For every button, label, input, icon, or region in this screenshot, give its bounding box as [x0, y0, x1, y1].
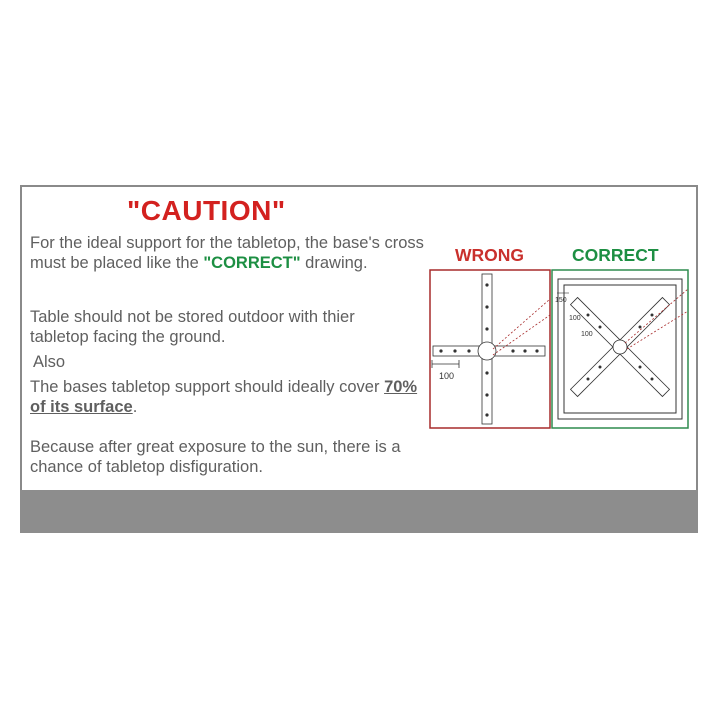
footer-band [20, 490, 698, 533]
wrong-diagram [429, 269, 551, 429]
wrong-cross [433, 274, 545, 424]
coverage-emphasis: 70% of its surface [30, 378, 418, 416]
paragraph-cross-placement [30, 233, 430, 273]
wrong-center-hub [478, 342, 496, 360]
correct-dimension-label-2: 100 [569, 315, 581, 322]
paragraph-text: For the ideal support for the tabletop, the base's cross must be placed like the [30, 234, 424, 272]
paragraph-text: The bases tabletop support should ideally cover [30, 378, 385, 396]
paragraph-text: . [132, 398, 138, 416]
wrong-dimension-label: 100 [439, 371, 455, 381]
correct-dimension-label-3: 100 [581, 331, 593, 338]
paragraph-support-coverage [30, 377, 430, 417]
correct-center-hub [613, 340, 627, 354]
paragraph-text: drawing. [300, 254, 368, 272]
wrong-dashed-guide [493, 299, 550, 349]
correct-dashed-guide [625, 289, 688, 343]
paragraph-sun-exposure: Because after great exposure to the sun, there is a chance of tabletop disfiguration. [30, 438, 401, 476]
correct-emphasis: "CORRECT" [203, 254, 301, 272]
caution-title: "CAUTION" [127, 195, 286, 226]
wrong-label: WRONG [455, 245, 525, 265]
correct-cross [571, 298, 670, 397]
correct-diagram [551, 269, 689, 429]
correct-label: CORRECT [572, 245, 659, 265]
paragraph-also: Also [33, 353, 66, 371]
paragraph-storage: Table should not be stored outdoor with thier tabletop facing the ground. [30, 308, 355, 346]
correct-dimension-label-1: 150 [555, 297, 567, 304]
